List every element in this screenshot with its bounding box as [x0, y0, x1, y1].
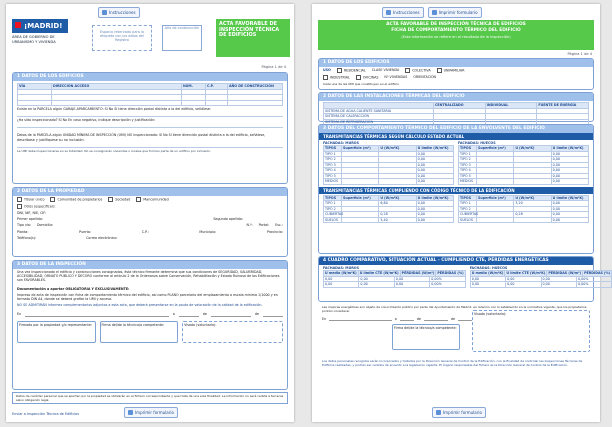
option-mancomunidad[interactable]: Mancomunidad: [136, 197, 168, 202]
mejoras-text: Las mejoras energéticas son objeto de conocimiento público por parte del Ayuntamiento de Madrid, en relación con lo establecido en la normativa vigente, que los propietarios podrán considerar.: [322, 305, 587, 314]
uso-label: USO: [323, 68, 331, 72]
num-field[interactable]: N.º:: [246, 223, 253, 228]
toolbar-right: [382, 7, 482, 18]
section-title: 1 DATOS DE LOS EDIFICIOS: [13, 73, 287, 81]
firma-propiedad-label: Firmado por la propiedad y/o representante:: [19, 322, 92, 327]
mes-field[interactable]: [424, 317, 448, 321]
dia-field[interactable]: [400, 317, 414, 321]
print-icon: [128, 410, 133, 415]
fecha-lugar-row-right: [318, 316, 476, 322]
col-centralizado: CENTRALIZADO: [434, 103, 486, 109]
email-field[interactable]: Correo electrónico:: [86, 235, 118, 240]
de-label: de: [202, 312, 207, 317]
comparativo-tables: [319, 265, 611, 289]
page-number: Página 1 de 4: [261, 65, 286, 69]
num-viviendas-field[interactable]: Nº VIVIENDAS: [384, 75, 408, 79]
form-title-box: ACTA FAVORABLE DE INSPECCIÓN TÉCNICA DE EDIFICIOS: [216, 19, 290, 57]
umi-note-right: Cada una de las UMI que constituyen en el edificio: [323, 82, 399, 86]
visado-box-right[interactable]: [472, 310, 590, 352]
instrucciones-label: Instrucciones: [109, 10, 136, 15]
esc-field[interactable]: Esc.:: [275, 223, 283, 228]
mes-field[interactable]: [211, 312, 251, 316]
option-comunidad[interactable]: Comunidad de propietarios: [50, 197, 102, 202]
cte-huecos-rows[interactable]: TIPO 1 3,20 0,00 TIPO 2 0,00 CUBIERTAS 0,28 0,00 SUELOS 0,00: [458, 201, 589, 223]
section-inspeccion: [12, 260, 288, 390]
fachada-huecos-table: [458, 141, 589, 185]
municipio-field[interactable]: Municipio:: [199, 229, 217, 234]
section-title: 3 DATOS DEL COMPORTAMIENTO TÉRMICO DEL EDIFICIO DE LA ENVOLVENTE DEL EDIFICIO: [319, 125, 593, 133]
section-comportamiento-termico: [318, 124, 594, 254]
instalaciones-rows[interactable]: [323, 109, 589, 126]
logo-subtitle: ÁREA DE GOBIERNO DE URBANISMO Y VIVIENDA: [12, 35, 56, 44]
instrucciones-button[interactable]: [382, 7, 424, 18]
instrucciones-label: Instrucciones: [393, 10, 420, 15]
huecos-header: TIPOS Superficie (m²) U (W/m²K) U límite (W/m²K): [458, 145, 589, 152]
a-label: a: [172, 312, 175, 317]
title-line-1: ACTA FAVORABLE DE INSPECCIÓN TÉCNICA DE EDIFICIOS: [386, 22, 526, 27]
residencial-opt[interactable]: RESIDENCIAL: [337, 68, 366, 73]
documentacion-text: Impreso de acta de inspección con ficha de comportamiento térmico del edificio, así como PLANO parcelario del emplazamiento a escala mínima 1/1000 y en formato DIN A4, donde se deberá grafiar la UMI y acceso.: [17, 292, 278, 302]
uso-row: [319, 67, 593, 74]
subheader-estado-actual: TRANSMITANCIAS TÉRMICAS SEGÚN CÁLCULO ESTADO ACTUAL: [319, 133, 593, 140]
page-number-right: Página 1 de 4: [567, 52, 592, 56]
imprimir-label: Imprimir formulario: [135, 410, 174, 415]
title-line-3: (Esta información se refiere en el resultado de la inspección): [401, 35, 511, 39]
section-comparativo: [318, 256, 611, 302]
unifamiliar-opt[interactable]: UNIFAMILIAR: [437, 68, 465, 73]
footnote-left: Datos de carácter personal que se aportan por la propiedad se utilizarán en el fichero correspondiente y que trata de una sola finalidad. La información no será cedida a terceros salvo obligación legal.: [12, 392, 288, 404]
en-label: En: [17, 312, 22, 317]
toolbar-left: [98, 7, 140, 18]
huecos-rows[interactable]: TIPO 1 0,00 TIPO 2 0,00 TIPO 3 0,00 TIPO 4 0,00 TIPO 5 0,00 MEDIOS 0,00: [458, 152, 589, 185]
registry-stamp-area: Espacio reservado para la etiqueta con los datos del Registro: [92, 25, 152, 51]
imprimir-button-right[interactable]: [432, 407, 486, 418]
en-label: En: [322, 317, 327, 321]
uso-row-2: [319, 74, 593, 81]
option-sociedad[interactable]: Sociedad: [108, 197, 130, 202]
contacto-row: [13, 235, 287, 241]
title-line-2: FICHA DE COMPORTAMIENTO TÉRMICO DEL EDIFICIO: [391, 28, 521, 33]
muros-rows[interactable]: TIPO 1 0,00 TIPO 2 0,00 TIPO 3 0,00 TIPO 4 0,00 TIPO 5 0,00 MEDIOS 0,00: [323, 152, 454, 185]
section-title: 1 DATOS DE LOS EDIFICIOS: [319, 59, 593, 67]
tipo-via-field[interactable]: Tipo vía:: [17, 223, 31, 228]
clase-vivienda-opt: CLASE VIVIENDA: [371, 68, 400, 72]
imprimir-label: Imprimir formulario: [438, 10, 478, 15]
oficinas-opt[interactable]: OFICINAS: [356, 75, 379, 80]
registry-box: [162, 25, 202, 51]
fachada-muros-table: [323, 141, 454, 185]
firma-tecnico-label: Firma del/de la técnico/a competente:: [394, 326, 457, 330]
firma-tecnico-label: Firma del/de la técnico/a competente:: [101, 322, 165, 327]
info-icon: [102, 10, 107, 15]
fachada-huecos-label: FACHADAS: HUECOS: [458, 141, 496, 145]
imprimir-button-left[interactable]: [124, 407, 178, 418]
section-title: 4 CUADRO COMPARATIVO, SITUACIÓN ACTUAL - CUMPLIENDO CTE, PÉRDIDAS ENERGÉTICAS: [319, 257, 593, 265]
comparativo-huecos-header: U medio (W/m²K) U límite CTE (W/m²K) PÉRDIDAS (W/m²) PÉRDIDAS (%): [471, 271, 611, 276]
orientacion-field[interactable]: ORIENTACIÓN: [413, 75, 437, 79]
col-via: VÍA: [18, 84, 52, 90]
cte-huecos-table: [458, 195, 589, 224]
firmas-row: [13, 318, 287, 346]
a-label: a: [394, 317, 397, 321]
firma-propiedad-box[interactable]: [17, 321, 96, 343]
telefono-field[interactable]: Teléfono(s):: [17, 235, 37, 240]
print-icon: [432, 10, 437, 15]
cte-muros-rows[interactable]: TIPO 1 6,80 0,00 TIPO 2 0,00 CUBIERTAS 0,28 0,00 SUELOS 5,40 0,00: [323, 201, 454, 223]
anio-field[interactable]: [263, 312, 283, 316]
cte-muros-header: TIPOS Superficie (m²) U (W/m²K) U límite (W/m²K): [323, 195, 454, 202]
umi-question: Datos de la PARCELA algún UNIDAD MÍNIMA DE INSPECCIÓN (UMI) NO inspeccionado: Sí No Si tiene dirección postal distinta a la del edificio, señálese, descríbase y justifíquese su no inclusión:: [17, 133, 266, 142]
segundo-apellido-field[interactable]: Segundo apellido:: [213, 217, 243, 222]
row-calefaccion: SISTEMA DE CALEFACCIÓN: [324, 114, 434, 120]
row-refrigeracion: SISTEMA DE REFRIGERACIÓN: [324, 120, 434, 126]
puerta-field[interactable]: Puerta:: [79, 229, 91, 234]
madrid-logo: [12, 19, 68, 63]
de-label-2: de: [450, 317, 455, 321]
garaje-question: Existe en la PARCELA algún GARAJE-APARCAMIENTO: Sí No Si tiene dirección postal distinta a la del edificio, señálese:: [17, 107, 211, 111]
section-title: 3 DATOS DE LA INSPECCIÓN: [13, 261, 287, 269]
primer-apellido-field[interactable]: Primer apellido:: [17, 217, 43, 222]
address-rows[interactable]: [17, 90, 283, 107]
registry-box-label: Año de construcción: [164, 26, 200, 30]
option-titular[interactable]: Titular único: [17, 197, 44, 202]
col-cp: C.P.: [206, 84, 228, 90]
cte-huecos-header: TIPOS Superficie (m²) U (W/m²K) U límite (W/m²K): [458, 195, 589, 202]
comparativo-muros-header: U medio (W/m²K) U límite CTE (W/m²K) PÉRDIDAS (W/m²) PÉRDIDAS (%): [325, 271, 464, 276]
instrucciones-button[interactable]: [98, 7, 140, 18]
comparativo-huecos: [470, 266, 612, 288]
option-otros[interactable]: Otros (especificar):: [13, 203, 287, 210]
umi-note: La UMI debe inspeccionarse en su totalidad. No se consignarán viviendas o locales que formen parte de un edificio por inclusión.: [17, 148, 211, 153]
col-anio: AÑO DE CONSTRUCCIÓN: [228, 84, 283, 90]
colectiva-opt[interactable]: COLECTIVA: [405, 68, 430, 73]
domicilio-field[interactable]: Domicilio:: [36, 223, 54, 228]
form-page-right: [312, 4, 611, 422]
no-admitiran-text: NO SE ADMITIRÁN informes complementarios adjuntos a esta acta, que deberá presentarse en la pauta de valoración de la calidad de la edificación.: [17, 303, 263, 308]
estado-actual-tables: [319, 140, 593, 186]
section-title: 2 DATOS DE LA PROPIEDAD: [13, 188, 287, 196]
inspeccion-declaracion: Una vez inspeccionado el edificio y construcciones consignados, ésta técnico firmante determina que sus condiciones de SEGURIDAD, SALUBRIDAD, ACCESIBILIDAD, ORNATO PÚBLICO Y DECORO conforme al artículo 2 de la Ordenanza sobre Conservación, Rehabilitación y Estado Ruinoso de las Edificaciones son FAVORABLES.: [17, 270, 280, 283]
footnote-right: Los datos personales recogidos serán incorporados y tratados por la Dirección General de Control de la Edificación, con la finalidad de controlar las Inspecciones Técnicas de Edificios realizadas, y podrán ser cedidos de acuerdo a la legislación vigente. El órgano responsable del fichero es la Dirección General de Control de la Edificación.: [322, 359, 583, 368]
section-instalaciones: [318, 92, 594, 122]
col-num: NÚM.: [182, 84, 206, 90]
col-individual: INDIVIDUAL: [486, 103, 538, 109]
provincia-field[interactable]: Provincia:: [266, 229, 283, 234]
cte-tables: [319, 194, 593, 225]
portal-field[interactable]: Portal:: [258, 223, 270, 228]
title-banner-right: [318, 20, 594, 50]
cp-field[interactable]: C.P.:: [141, 229, 149, 234]
imprimir-button-top[interactable]: [428, 7, 482, 18]
visado-box[interactable]: [182, 321, 283, 343]
firma-tecnico-box[interactable]: [100, 321, 179, 343]
comparativo-muros: [323, 266, 466, 288]
subheader-cumpliendo-cte: TRANSMITANCIAS TÉRMICAS CUMPLIENDO CON CÓDIGO TÉCNICO DE LA EDIFICACIÓN: [319, 187, 593, 194]
de-label: de: [416, 317, 421, 321]
comparativo-huecos-label: FACHADAS: HUECOS: [469, 266, 508, 270]
header-left: [12, 19, 288, 63]
info-icon: [386, 10, 391, 15]
fachada-muros-label: FACHADAS: MUROS: [323, 141, 359, 145]
planta-field[interactable]: Planta:: [17, 229, 29, 234]
col-direccion: DIRECCIÓN ACCESO: [52, 84, 182, 90]
section-edificios: [12, 72, 288, 184]
visado-label: Visado (voluntario):: [184, 322, 217, 327]
section-edificios-right: [318, 58, 594, 90]
print-icon: [436, 410, 441, 415]
de-label-2: de: [254, 312, 259, 317]
tipo-propiedad-options: [13, 196, 287, 203]
col-fuente: FUENTE DE ENERGÍA: [537, 103, 589, 109]
comparativo-muros-label: FACHADAS: MUROS: [323, 266, 359, 270]
imprimir-label: Imprimir formulario: [443, 410, 482, 415]
inspeccionado-line[interactable]: [17, 123, 283, 128]
comparativo-huecos-row: 0,00 0,00 0,00 0,00% 0,00 0,00 0,00 0,00%: [470, 277, 612, 288]
footer-left: Enviar a Inspección Técnica de Edificios: [12, 412, 79, 416]
anio-field[interactable]: [458, 317, 472, 321]
cte-muros-table: [323, 195, 454, 224]
muros-header: TIPOS Superficie (m²) U (W/m²K) U límite (W/m²K): [323, 145, 454, 152]
inspeccionado-question: ¿Ha sido inspeccionado? Sí No En caso negativo, indique descripción y justificación:: [17, 118, 156, 123]
firma-tecnico-box-right[interactable]: [392, 324, 460, 350]
visado-label: Visado (voluntario):: [474, 312, 507, 316]
documentacion-title: Documentación a aportar OBLIGATORIA Y EXCLUSIVAMENTE:: [17, 286, 130, 291]
section-propiedad: [12, 187, 288, 257]
logo-brand: ¡MADRID!: [12, 19, 68, 33]
form-page-left: [6, 4, 294, 422]
dni-field[interactable]: DNI, NIF, NIE, CIF:: [17, 211, 47, 215]
dia-field[interactable]: [179, 312, 199, 316]
lugar-field[interactable]: [329, 317, 392, 321]
comparativo-muros-row: 0,00 0,00 0,00 0,00% 0,00 0,00 0,00 0,00%: [323, 277, 466, 288]
lugar-field[interactable]: [25, 312, 169, 316]
section-title: 2 DATOS DE LAS INSTALACIONES TÉRMICAS DEL EDIFICIO: [319, 93, 593, 101]
industrial-opt[interactable]: INDUSTRIAL: [323, 75, 350, 80]
row-acs: SISTEMA DE AGUA CALIENTE SANITARIA: [324, 109, 434, 115]
